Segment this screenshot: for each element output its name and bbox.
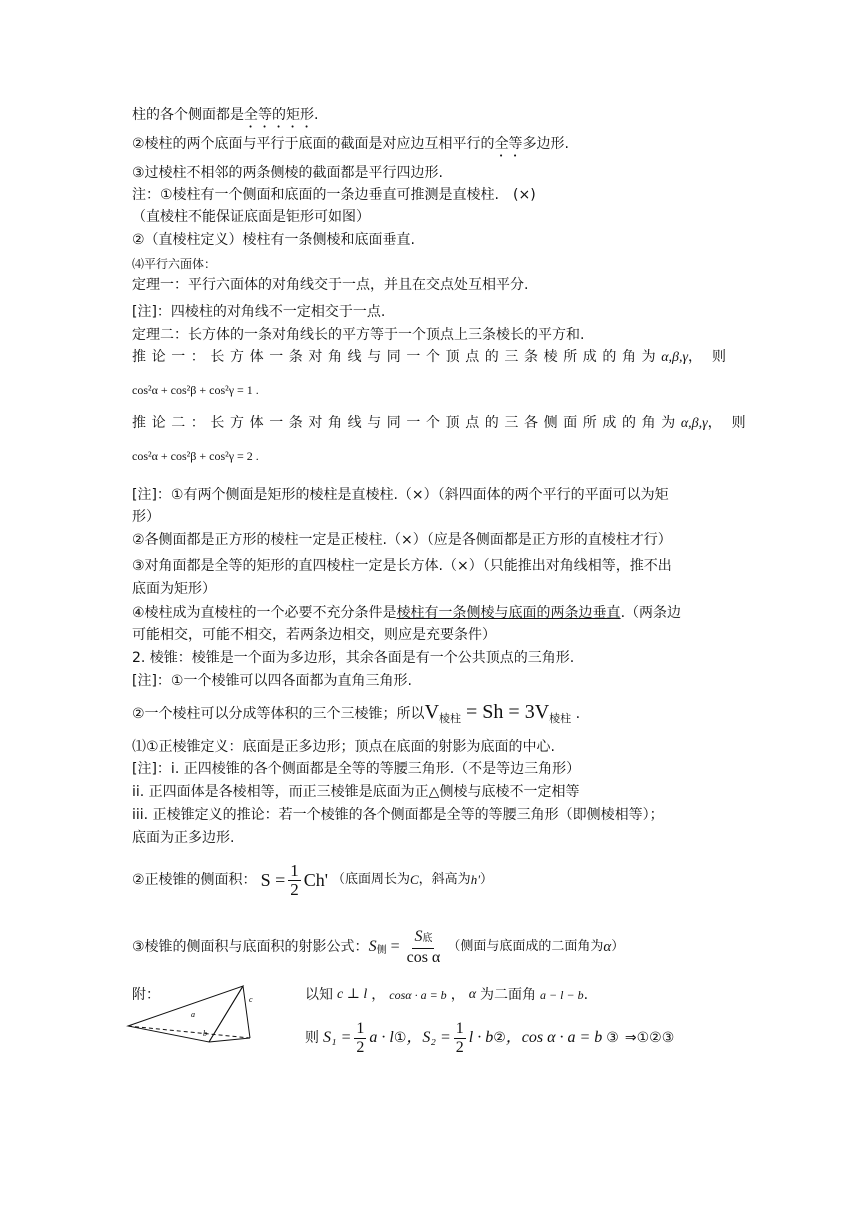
text-line: 注：①棱柱有一个侧面和底面的一条边垂直可推测是直棱柱. (×): [132, 187, 536, 203]
text-line: 2. 棱锥：棱锥是一个面为多边形，其余各面是有一个公共顶点的三角形.: [132, 650, 575, 666]
fraction: $\frac{1}{2}$: [356, 1019, 365, 1056]
text-line: [132, 603, 681, 623]
text-span: 柱的各个侧面都是: [132, 107, 244, 123]
implication: ⇒①②③: [624, 1030, 675, 1046]
text-line: 底面为矩形）: [132, 581, 216, 597]
subscript: 侧: [376, 945, 387, 956]
variable: α: [603, 939, 612, 955]
text-line: [132, 697, 580, 730]
text-line: [132, 347, 737, 368]
text-line: [305, 985, 588, 1005]
formula-part: c ⊥ l: [337, 987, 368, 1002]
label-b: b: [203, 1029, 207, 1038]
formula-part: S =: [260, 870, 286, 890]
fraction: $\frac{1}{2}$: [455, 1019, 464, 1056]
text-line: 形）: [132, 509, 160, 525]
formula: cos²α + cos²β + cos²γ = 1 .: [132, 383, 259, 397]
text-span: ②正棱锥的侧面积：: [132, 872, 257, 888]
text-line: [132, 134, 569, 160]
fraction: $\frac{1}{2}$: [290, 860, 299, 899]
text-line: [注]：①一个棱锥可以四各面都为直角三角形.: [132, 673, 412, 689]
greek-variables: α,β,γ，则: [680, 415, 756, 431]
formula-line: [305, 1018, 674, 1058]
formula-part: cosα · a = b: [389, 988, 447, 1002]
justified-text: 推论二：长方体一条对角线与同一个顶点的三各侧面所成的角为: [132, 415, 681, 431]
greek-variables: α,β,γ，则: [661, 349, 737, 365]
text-line: 底面为正多边形.: [132, 830, 235, 846]
formula-line: [132, 925, 624, 969]
text-line: （直棱柱不能保证底面是钜形可如图）: [132, 209, 370, 225]
text-line: [132, 105, 318, 131]
formula: cos²α + cos²β + cos²γ = 2 .: [132, 449, 259, 463]
text-line: 定理一：平行六面体的对角线交于一点，并且在交点处互相平分.: [132, 277, 529, 293]
emphasized-text: 全等的矩形: [244, 107, 314, 123]
subscript: 棱柱: [549, 712, 572, 725]
text-span: .: [571, 706, 581, 722]
formula-part: ，cos α · a = b: [505, 1029, 603, 1046]
subscript: 棱柱: [439, 712, 462, 725]
text-span: 则: [305, 1030, 319, 1046]
text-span: .: [583, 987, 589, 1003]
text-line: ⑴①正棱锥定义：底面是正多边形；顶点在底面的射影为底面的中心.: [132, 739, 555, 755]
text-line: [注]：四棱柱的对角线不一定相交于一点.: [132, 304, 386, 320]
formula-part: Ch': [303, 870, 328, 890]
formula-part: V: [424, 701, 440, 723]
text-span: .: [314, 107, 319, 123]
text-line: ②（直棱柱定义）棱柱有一条侧棱和底面垂直.: [132, 232, 415, 248]
text-span: ，: [371, 987, 386, 1003]
text-span: ，斜高为: [418, 872, 471, 887]
text-span: 为二面角: [480, 987, 537, 1003]
variable: α: [468, 987, 477, 1002]
text-line: iii. 正棱锥定义的推论：若一个棱锥的各个侧面都是全等的等腰三角形（即侧棱相等）；: [132, 807, 664, 823]
text-line: ii. 正四面体是各棱相等，而正三棱锥是底面为正△侧棱与底棱不一定相等: [132, 784, 580, 800]
text-span: ④棱柱成为直棱柱的一个必要不充分条件是: [132, 605, 397, 621]
emphasized-text: 全等: [494, 136, 523, 152]
variable: C: [410, 872, 419, 887]
label-a: a: [191, 1010, 195, 1019]
text-line: 定理二：长方体的一条对角线长的平方等于一个顶点上三条棱长的平方和.: [132, 327, 585, 343]
text-line: [注]：①有两个侧面是矩形的棱柱是直棱柱.（×）（斜四面体的两个平行的平面可以为矩: [132, 487, 669, 503]
formula-part: =: [390, 938, 400, 955]
text-span: ，: [450, 987, 465, 1003]
formula-part: l · b: [468, 1029, 494, 1046]
text-span: 多边形.: [522, 136, 570, 152]
text-span: ②一个棱柱可以分成等体积的三个三棱锥；所以: [132, 706, 425, 722]
justified-text: 推论一：长方体一条对角线与同一个顶点的三条棱所成的角为: [132, 349, 662, 365]
text-span: .（两条边: [620, 605, 682, 621]
formula-part: = Sh = 3V: [461, 701, 550, 723]
circled-number: ②: [493, 1030, 506, 1046]
circled-number: ①: [393, 1030, 407, 1046]
appendix-label: 附：: [132, 987, 160, 1003]
text-span: ②棱柱的两个底面与平行于底面的截面是对应边互相平行的: [132, 136, 495, 152]
text-span: ）: [479, 872, 493, 887]
text-span: 以知: [305, 987, 333, 1003]
text-span: （底面周长为: [331, 872, 410, 887]
formula-part: S₁ =: [323, 1029, 352, 1046]
text-line: ③过棱柱不相邻的两条侧棱的截面都是平行四边形.: [132, 165, 443, 181]
variable: h': [470, 872, 480, 887]
formula-part: S: [368, 938, 377, 955]
text-span: ③棱锥的侧面积与底面积的射影公式：: [132, 939, 369, 955]
text-line: ②各侧面都是正方形的棱柱一定是正棱柱.（×）（应是各侧面都是正方形的直棱柱才行）: [132, 532, 672, 548]
text-line: ③对角面都是全等的矩形的直四棱柱一定是长方体.（×）（只能推出对角线相等，推不出: [132, 558, 672, 574]
underlined-text: 棱柱有一条侧棱与底面的两条边垂直: [396, 605, 621, 621]
circled-number: ③: [606, 1030, 619, 1046]
formula-part: a − l − b: [540, 988, 584, 1002]
text-line: 可能相交，可能不相交，若两条边相交，则应是充要条件）: [132, 627, 496, 643]
fraction: $\frac{\text{S底}}{\text{cos α}}$: [406, 927, 441, 966]
text-line: [132, 413, 756, 434]
pyramid-figure: [125, 978, 260, 1050]
text-span: （侧面与底面成的二面角为: [447, 939, 604, 954]
text-line: [注]：i. 正四棱锥的各个侧面都是全等的等腰三角形.（不是等边三角形）: [132, 761, 581, 777]
formula-part: ，S₂ =: [406, 1029, 451, 1046]
label-c: c: [249, 995, 253, 1004]
section-heading: ⑷平行六面体：: [132, 257, 217, 271]
text-span: ）: [611, 939, 625, 954]
formula-line: [132, 860, 493, 900]
formula-part: a · l: [369, 1029, 394, 1046]
